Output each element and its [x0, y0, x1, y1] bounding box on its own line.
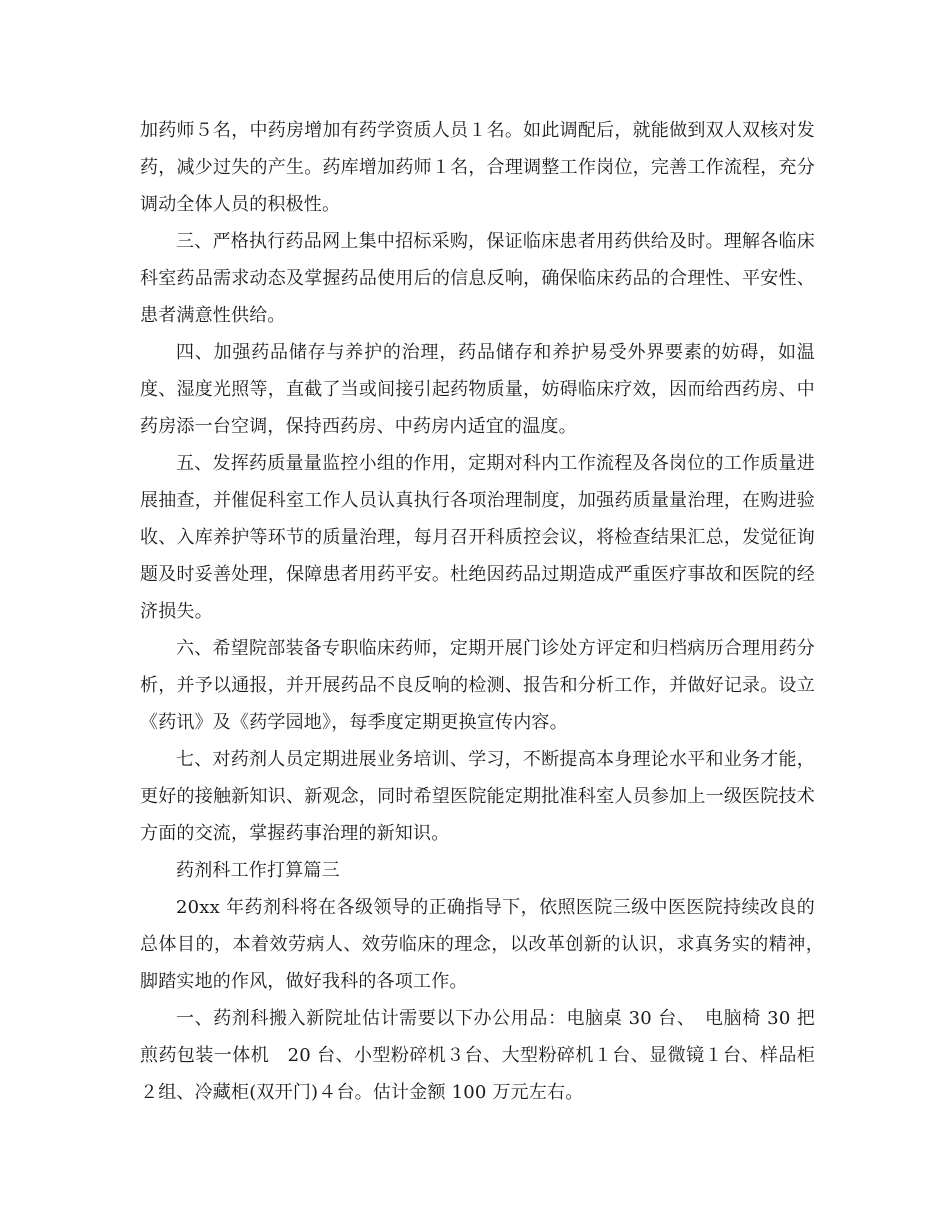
- paragraph-1: 加药师５名，中药房增加有药学资质人员１名。如此调配后，就能做到双人双核对发药，减少过失的产生。药库增加药师１名，合理调整工作岗位，完善工作流程，充分调动全体人员的积极性。: [140, 120, 815, 215]
- paragraph-2: 三、严格执行药品网上集中招标采购，保证临床患者用药供给及时。理解各临床科室药品需求动态及掌握药品使用后的信息反响，确保临床药品的合理性、平安性、患者满意性供给。: [140, 231, 815, 326]
- paragraph-3: 四、加强药品储存与养护的治理，药品储存和养护易受外界要素的妨碍，如温度、湿度光照等，直截了当或间接引起药物质量，妨碍临床疗效，因而给西药房、中药房添一台空调，保持西药房、中药房内适宜的温度。: [140, 342, 815, 437]
- paragraph-5: 六、希望院部装备专职临床药师，定期开展门诊处方评定和归档病历合理用药分析，并予以通报，并开展药品不良反响的检测、报告和分析工作，并做好记录。设立《药讯》及《药学园地》，每季度定期更换宣传内容。: [140, 638, 815, 733]
- section-heading: 药剂科工作打算篇三: [176, 860, 340, 881]
- paragraph-4: 五、发挥药质量量监控小组的作用，定期对科内工作流程及各岗位的工作质量进展抽查，并催促科室工作人员认真执行各项治理制度，加强药质量量治理，在购进验收、入库养护等环节的质量治理，每月召开科质控会议，将检查结果汇总，发觉征询题及时妥善处理，保障患者用药平安。杜绝因药品过期造成严重医疗事故和医院的经济损失。: [140, 453, 815, 622]
- document-body: [140, 112, 834, 1111]
- paragraph-7: 20xx 年药剂科将在各级领导的正确指导下，依照医院三级中医医院持续改良的总体目的，本着效劳病人、效劳临床的理念，以改革创新的认识，求真务实的精神， 脚踏实地的作风，做好我科的各项工作。: [140, 897, 834, 992]
- paragraph-6: 七、对药剂人员定期进展业务培训、学习，不断提高本身理论水平和业务才能，更好的接触新知识、新观念，同时希望医院能定期批准科室人员参加上一级医院技术方面的交流，掌握药事治理的新知识。: [140, 749, 815, 844]
- paragraph-8: 一、药剂科搬入新院址估计需要以下办公用品：电脑桌 30 台、 电脑椅 30 把 煎药包装一体机 20 台、小型粉碎机３台、大型粉碎机１台、显微镜１台、样品柜２组、冷藏柜(双开门)４台。估计金额 100 万元左右。: [140, 1008, 834, 1103]
